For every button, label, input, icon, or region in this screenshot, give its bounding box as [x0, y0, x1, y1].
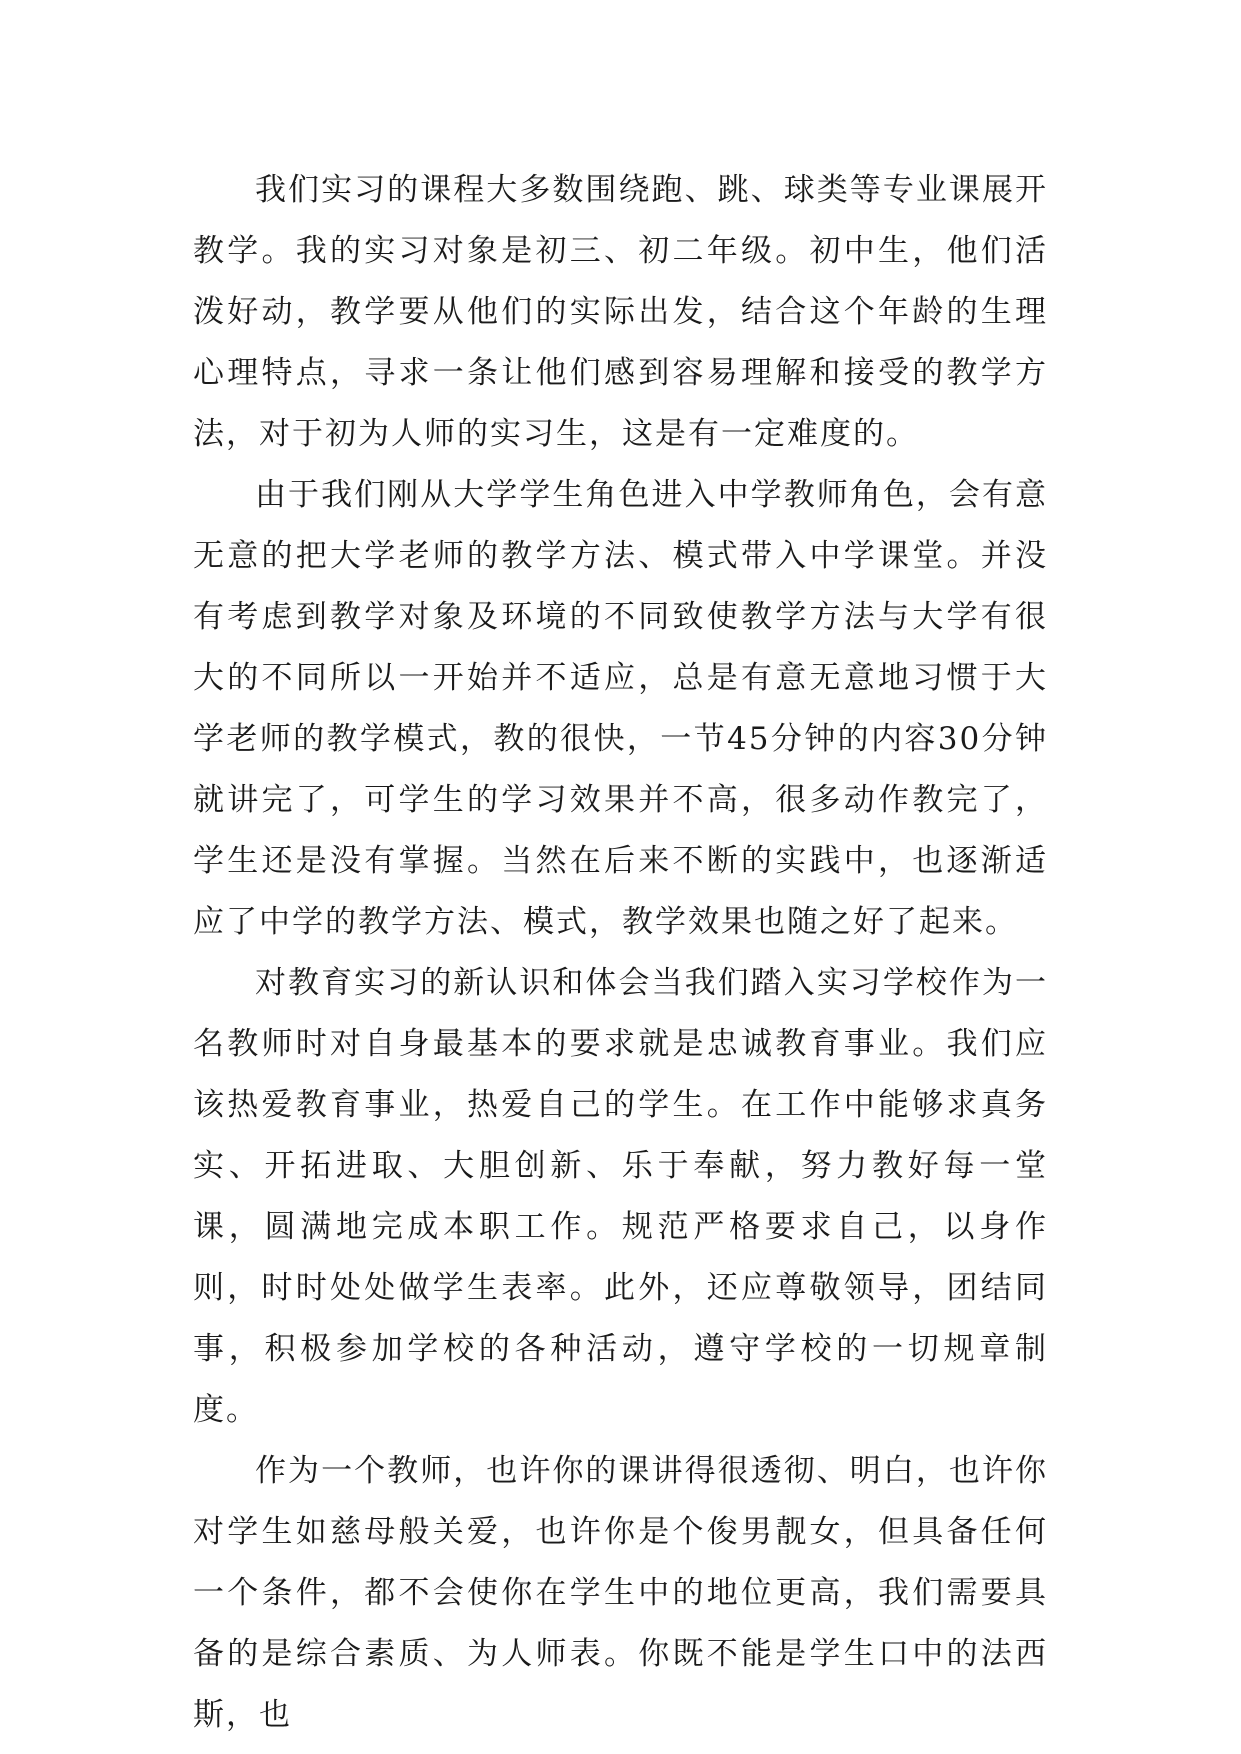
paragraph-4: 作为一个教师，也许你的课讲得很透彻、明白，也许你对学生如慈母般关爱，也许你是个俊男靓女，但具备任何一个条件，都不会使你在学生中的地位更高，我们需要具备的是综合素质、为人师表。你既不能是学生口中的法西斯，也 — [193, 1453, 1048, 1733]
document-body — [193, 160, 1048, 1746]
paragraph-1: 我们实习的课程大多数围绕跑、跳、球类等专业课展开教学。我的实习对象是初三、初二年级。初中生，他们活泼好动，教学要从他们的实际出发，结合这个年龄的生理心理特点，寻求一条让他们感到容易理解和接受的教学方法，对于初为人师的实习生，这是有一定难度的。 — [193, 172, 1048, 452]
paragraph-2: 由于我们刚从大学学生角色进入中学教师角色，会有意无意的把大学老师的教学方法、模式带入中学课堂。并没有考虑到教学对象及环境的不同致使教学方法与大学有很大的不同所以一开始并不适应，总是有意无意地习惯于大学老师的教学模式，教的很快，一节45分钟的内容30分钟就讲完了，可学生的学习效果并不高，很多动作教完了，学生还是没有掌握。当然在后来不断的实践中，也逐渐适应了中学的教学方法、模式，教学效果也随之好了起来。 — [193, 477, 1048, 940]
paragraph-3: 对教育实习的新认识和体会当我们踏入实习学校作为一名教师时对自身最基本的要求就是忠诚教育事业。我们应该热爱教育事业，热爱自己的学生。在工作中能够求真务实、开拓进取、大胆创新、乐于奉献，努力教好每一堂课，圆满地完成本职工作。规范严格要求自己，以身作则，时时处处做学生表率。此外，还应尊敬领导，团结同事，积极参加学校的各种活动，遵守学校的一切规章制度。 — [193, 965, 1048, 1428]
